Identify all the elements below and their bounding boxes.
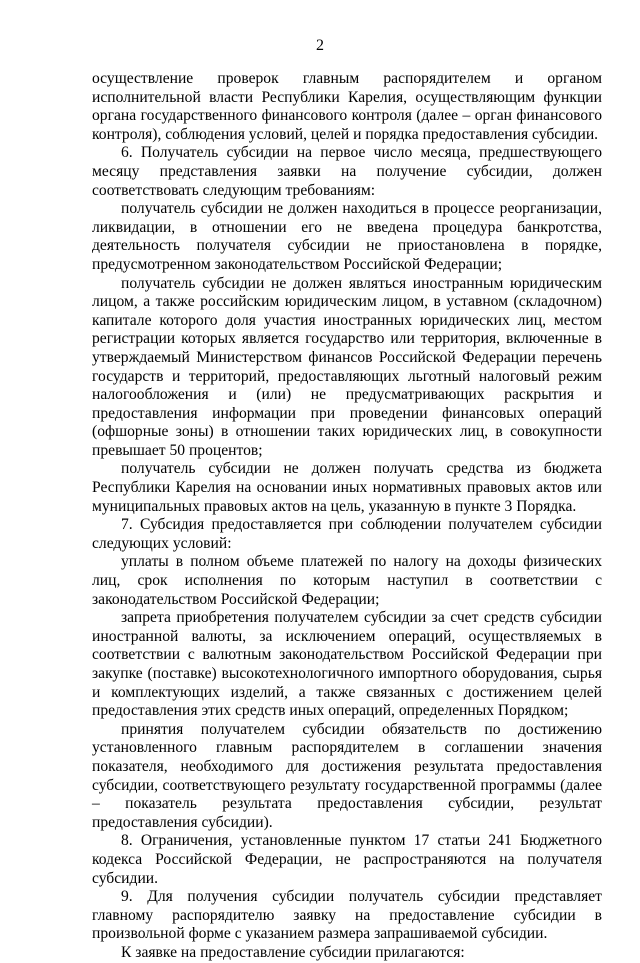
page-number: 2 [316,37,324,54]
paragraph-continuation: осуществление проверок главным распорядителем и органом исполнительной власти Республики Карелия, осуществляющим функции органа государственного финансового контроля (далее – орган финансового контроля), соблюдения условий, целей и порядка предоставления субсидии. [92,70,602,143]
paragraph-condition-currency: запрета приобретения получателем субсидии за счет средств субсидии иностранной валюты, за исключением операций, осуществляемых в соответствии с валютным законодательством Российской Федерации при закупке (поставке) высокотехнологичного импортного оборудования, сырья и комплектующих изделий, а также связанных с достижением целей предоставления этих средств иных операций, определенных Порядком; [92,609,602,720]
paragraph-item-8: 8. Ограничения, установленные пунктом 17 статьи 241 Бюджетного кодекса Российской Федерации, не распространяются на получателя субсидии. [92,832,602,887]
paragraph-item-7: 7. Субсидия предоставляется при соблюдении получателем субсидии следующих условий: [92,516,602,552]
paragraph-item-9: 9. Для получения субсидии получатель субсидии представляет главному распорядителю заявку на предоставление субсидии в произвольной форме с указанием размера запрашиваемой субсидии. [92,888,602,943]
paragraph-item-6: 6. Получатель субсидии на первое число месяца, предшествующего месяцу представления заявки на получение субсидии, должен соответствовать следующим требованиям: [92,144,602,199]
document-body [92,70,602,963]
paragraph-requirement-other-acts: получатель субсидии не должен получать средства из бюджета Республики Карелия на основании иных нормативных правовых актов или муниципальных правовых актов на цель, указанную в пункте 3 Порядка. [92,460,602,515]
paragraph-requirement-foreign-entity: получатель субсидии не должен являться иностранным юридическим лицом, а также российским юридическим лицом, в уставном (складочном) капитале которого доля участия иностранных юридических лиц, местом регистрации которых является государство или территория, включенные в утверждаемый Министерством финансов Российской Федерации перечень государств и территорий, предоставляющих льготный налоговый режим налогообложения и (или) не предусматривающих раскрытия и предоставления информации при проведении финансовых операций (офшорные зоны) в отношении таких юридических лиц, в совокупности превышает 50 процентов; [92,274,602,459]
paragraph-attachments-intro: К заявке на предоставление субсидии прилагаются: [121,943,465,961]
paragraph-requirement-reorganization: получатель субсидии не должен находиться в процессе реорганизации, ликвидации, в отношении его не введена процедура банкротства, деятельность получателя субсидии не приостановлена в порядке, предусмотренном законодательством Российской Федерации; [92,200,602,273]
paragraph-condition-tax: уплаты в полном объеме платежей по налогу на доходы физических лиц, срок исполнения по которым наступил в соответствии с законодательством Российской Федерации; [92,553,602,608]
paragraph-condition-obligations: принятия получателем субсидии обязательств по достижению установленного главным распорядителем в соглашении значения показателя, необходимого для достижения результата предоставления субсидии, соответствующего результату государственной программы (далее – показатель результата предоставления субсидии, результат предоставления субсидии). [92,720,602,831]
